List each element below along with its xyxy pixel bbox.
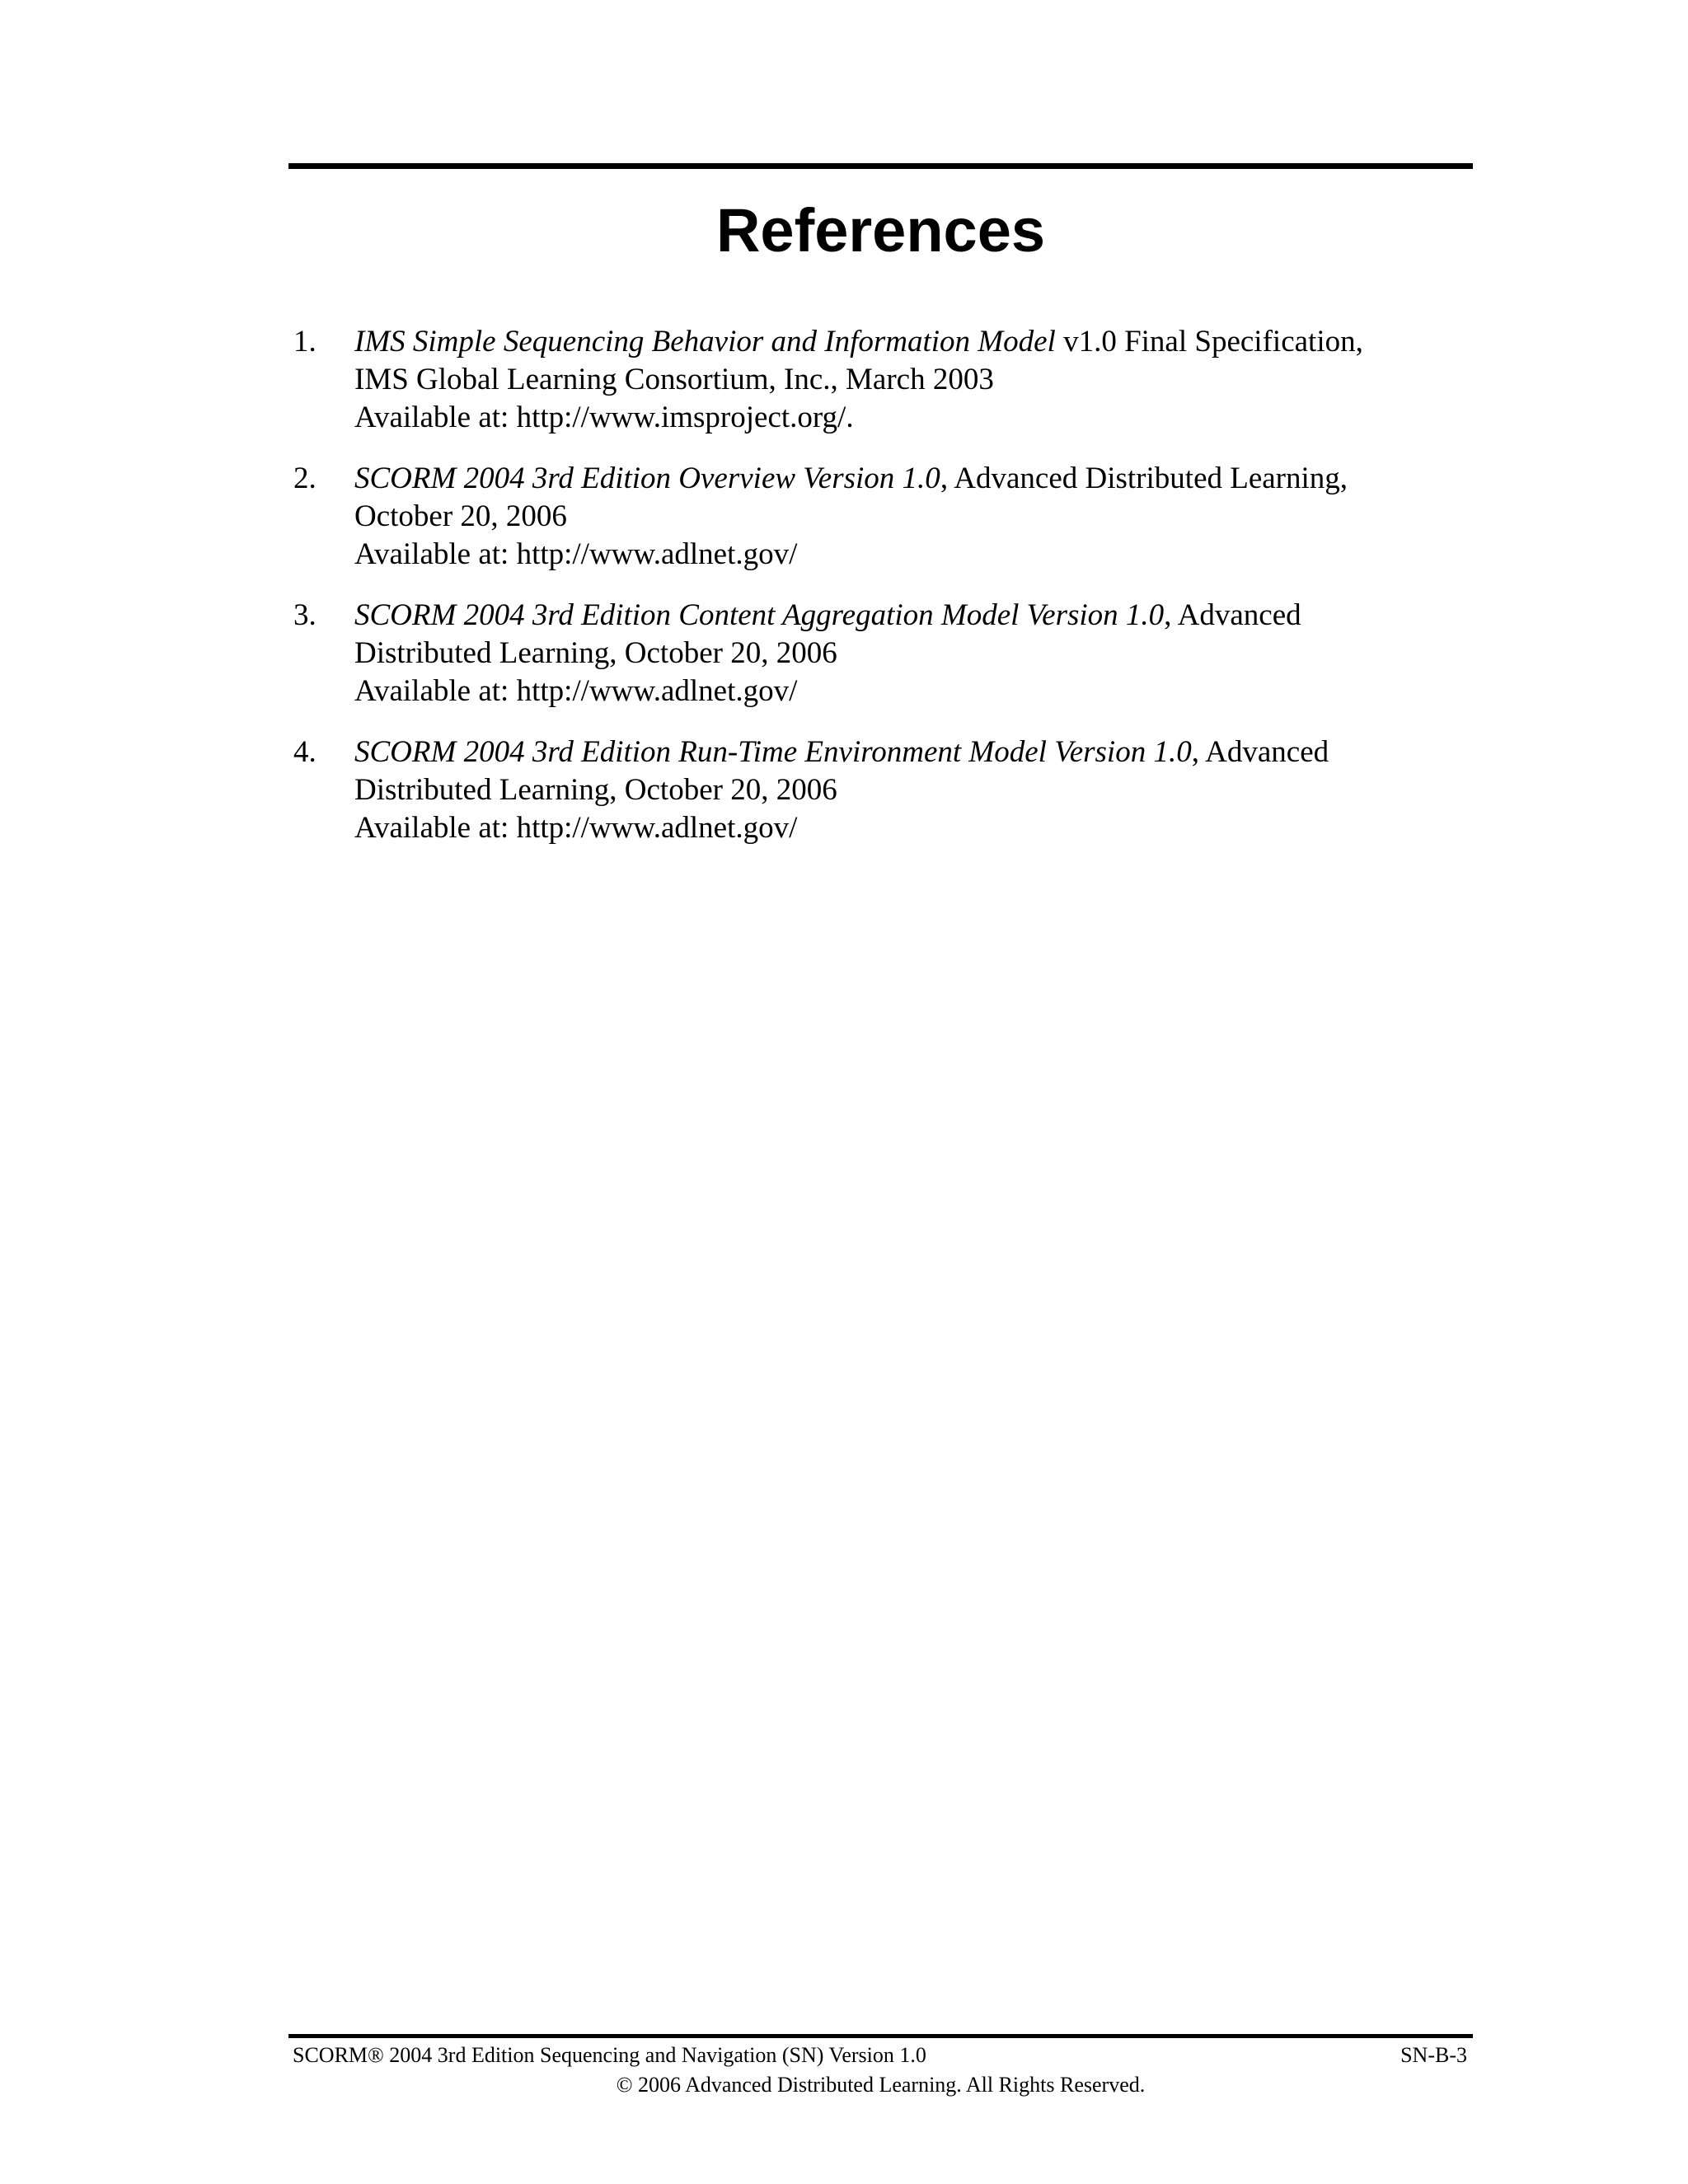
reference-list xyxy=(288,323,1473,870)
reference-availability: Available at: http://www.adlnet.gov/ xyxy=(354,537,798,571)
reference-number: 4. xyxy=(293,735,316,769)
footer-copyright: © 2006 Advanced Distributed Learning. All Rights Reserved. xyxy=(616,2073,1146,2097)
reference-publisher: v1.0 Final Specification, xyxy=(1055,325,1363,359)
footer-document-title: SCORM® 2004 3rd Edition Sequencing and Navigation (SN) Version 1.0 xyxy=(293,2043,926,2067)
reference-title: SCORM 2004 3rd Edition Run-Time Environment Model Version 1.0 xyxy=(354,735,1192,769)
reference-title: SCORM 2004 3rd Edition Overview Version 1.0 xyxy=(354,462,940,495)
top-rule xyxy=(288,163,1473,169)
reference-item-4 xyxy=(288,733,1473,847)
reference-line-1 xyxy=(354,597,1473,635)
reference-title: IMS Simple Sequencing Behavior and Information Model xyxy=(354,325,1056,359)
reference-line-2: IMS Global Learning Consortium, Inc., March 2003 xyxy=(354,363,994,396)
reference-line-2: Distributed Learning, October 20, 2006 xyxy=(354,636,837,670)
reference-availability: Available at: http://www.imsproject.org/. xyxy=(354,401,854,434)
reference-publisher: , Advanced xyxy=(1191,735,1329,769)
reference-item-1 xyxy=(288,323,1473,437)
reference-number: 2. xyxy=(293,462,316,495)
footer-rule xyxy=(288,2034,1473,2038)
reference-number: 1. xyxy=(293,325,316,359)
page-title: References xyxy=(715,196,1045,265)
reference-line-2: October 20, 2006 xyxy=(354,499,567,533)
reference-publisher: , Advanced xyxy=(1164,598,1301,632)
reference-item-3 xyxy=(288,597,1473,710)
reference-item-2 xyxy=(288,460,1473,574)
reference-publisher: , Advanced Distributed Learning, xyxy=(940,462,1348,495)
reference-line-1 xyxy=(354,733,1473,771)
reference-number: 3. xyxy=(293,598,316,632)
reference-availability: Available at: http://www.adlnet.gov/ xyxy=(354,811,798,845)
footer-page-number: SN-B-3 xyxy=(1400,2043,1467,2067)
reference-availability: Available at: http://www.adlnet.gov/ xyxy=(354,674,798,708)
reference-title: SCORM 2004 3rd Edition Content Aggregation Model Version 1.0 xyxy=(354,598,1165,632)
reference-line-2: Distributed Learning, October 20, 2006 xyxy=(354,773,837,807)
reference-line-1 xyxy=(354,323,1473,361)
reference-line-1 xyxy=(354,460,1473,498)
